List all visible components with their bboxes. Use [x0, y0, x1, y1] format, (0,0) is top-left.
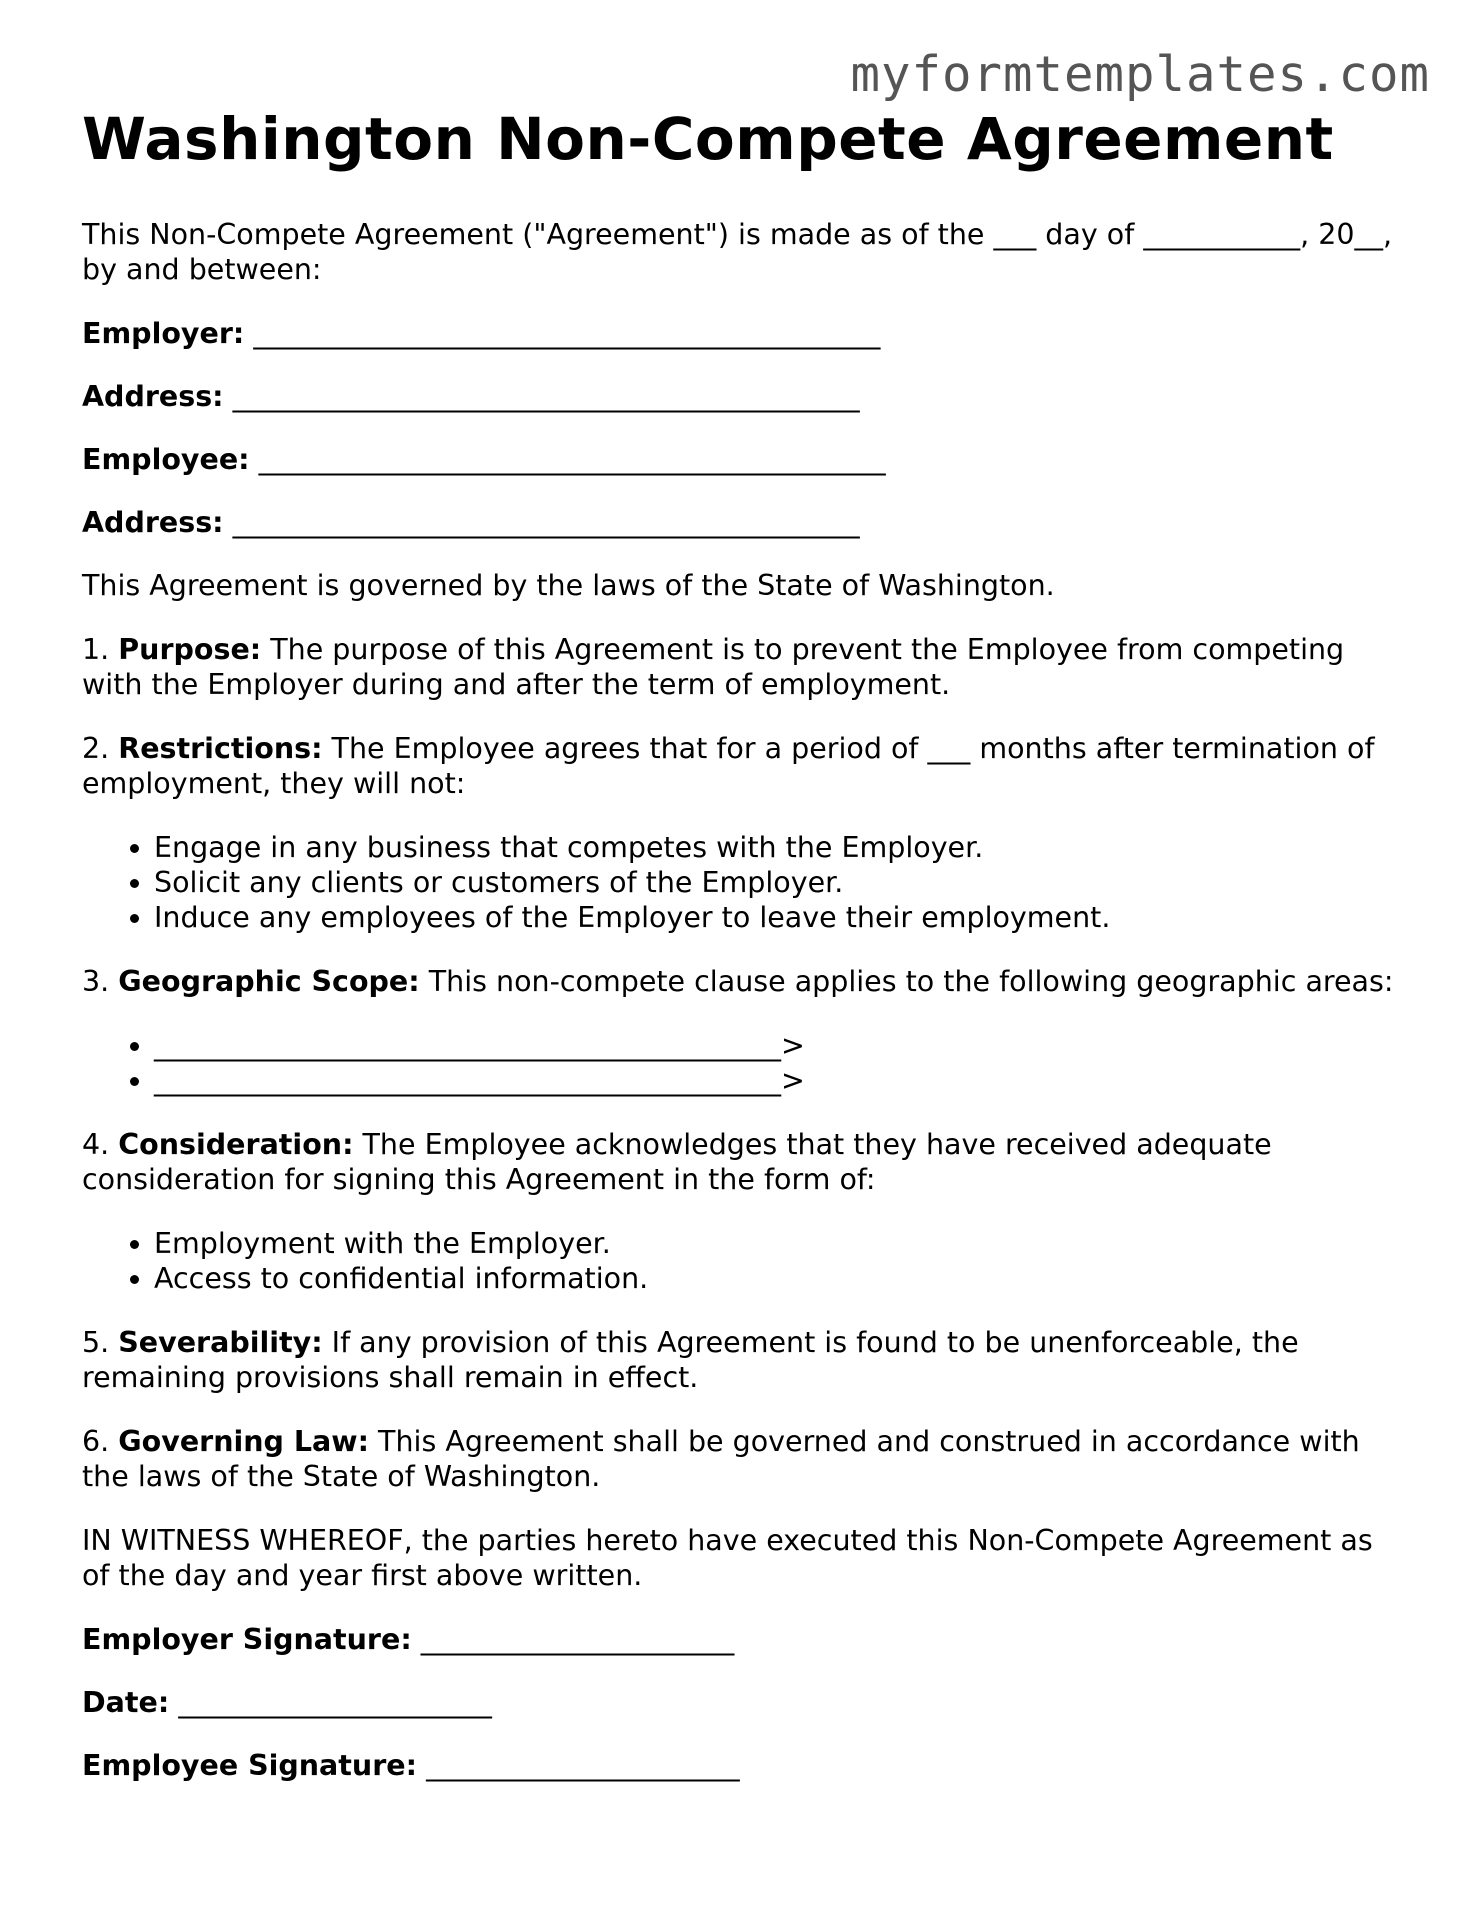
employee-address-field[interactable] [82, 505, 1402, 540]
employer-label: Employer: [82, 316, 245, 350]
section-text: If any provision of this Agreement is found to be unenforceable, the remaining provisions shall remain in effect. [82, 1325, 1299, 1394]
employee-address-blank[interactable]: ____________________________________________ [232, 505, 860, 539]
governed-statement: This Agreement is governed by the laws of the State of Washington. [82, 568, 1055, 602]
employee-address-label: Address: [82, 505, 224, 539]
restrictions-list [82, 830, 1402, 935]
list-item: • Engage in any business that competes with the Employer. [154, 830, 1402, 865]
consideration-list [82, 1226, 1402, 1296]
section-number: 3. [82, 964, 119, 998]
section-number: 6. [82, 1424, 119, 1458]
geographic-list [82, 1028, 1402, 1098]
list-item: • Access to confidential information. [154, 1261, 1402, 1296]
section-number: 2. [82, 731, 119, 765]
employee-label: Employee: [82, 442, 250, 476]
employer-address-field[interactable] [82, 379, 1402, 414]
employee-signature-label: Employee Signature: [82, 1748, 417, 1782]
document-page [82, 105, 1402, 1811]
section-text: The Employee agrees that for a period of ___ months after termination of employment, they will not: [82, 731, 1375, 800]
section-heading: Geographic Scope: [118, 964, 420, 998]
geographic-area-blank[interactable]: • ____________________________________________> [154, 1028, 1402, 1063]
section-text: The purpose of this Agreement is to prevent the Employee from competing with the Employer during and after the term of employment. [82, 632, 1345, 701]
employee-signature-field[interactable] [82, 1748, 1402, 1783]
section-text: This Agreement shall be governed and construed in accordance with the laws of the State of Washington. [82, 1424, 1360, 1493]
employer-address-label: Address: [82, 379, 224, 413]
page-title: Washington Non-Compete Agreement [82, 105, 1334, 173]
section-purpose [82, 632, 1402, 702]
list-item: • Employment with the Employer. [154, 1226, 1402, 1261]
employee-field[interactable] [82, 442, 1402, 477]
list-item: • Induce any employees of the Employer to leave their employment. [154, 900, 1402, 935]
employer-signature-blank[interactable]: ______________________ [420, 1622, 735, 1656]
section-heading: Governing Law: [118, 1424, 369, 1458]
employee-signature-blank[interactable]: ______________________ [426, 1748, 740, 1782]
date-label: Date: [82, 1685, 170, 1719]
section-text: This non-compete clause applies to the following geographic areas: [419, 964, 1394, 998]
date-field[interactable] [82, 1685, 1402, 1720]
section-restrictions [82, 731, 1402, 801]
witness-paragraph: IN WITNESS WHEREOF, the parties hereto have executed this Non-Compete Agreement as of the day and year first above written. [82, 1523, 1373, 1592]
employer-address-blank[interactable]: ____________________________________________ [232, 379, 860, 413]
employee-blank[interactable]: ____________________________________________ [258, 442, 886, 476]
intro-paragraph: This Non-Compete Agreement ("Agreement") is made as of the ___ day of ___________, 20__, by and between: [82, 217, 1393, 286]
section-heading: Severability: [118, 1325, 323, 1359]
section-heading: Consideration: [118, 1127, 354, 1161]
geographic-area-blank[interactable]: • ____________________________________________> [154, 1063, 1402, 1098]
section-geographic-scope [82, 964, 1402, 999]
employer-blank[interactable]: ____________________________________________ [253, 316, 881, 350]
employer-field[interactable] [82, 316, 1402, 351]
section-governing-law [82, 1424, 1402, 1494]
section-severability [82, 1325, 1402, 1395]
section-number: 4. [82, 1127, 119, 1161]
section-heading: Purpose: [118, 632, 262, 666]
date-blank[interactable]: ______________________ [178, 1685, 492, 1719]
employer-signature-label: Employer Signature: [82, 1622, 412, 1656]
section-number: 5. [82, 1325, 119, 1359]
section-text: The Employee acknowledges that they have received adequate consideration for signing this Agreement in the form of: [82, 1127, 1272, 1196]
section-heading: Restrictions: [118, 731, 323, 765]
watermark: myformtemplates.com [850, 46, 1430, 103]
list-item: • Solicit any clients or customers of the Employer. [154, 865, 1402, 900]
section-number: 1. [82, 632, 119, 666]
section-consideration [82, 1127, 1402, 1197]
employer-signature-field[interactable] [82, 1622, 1402, 1657]
